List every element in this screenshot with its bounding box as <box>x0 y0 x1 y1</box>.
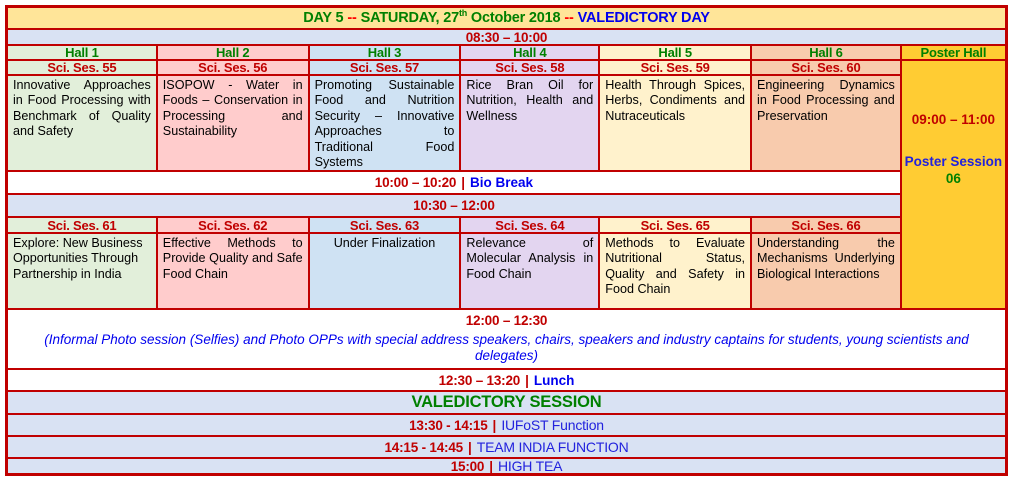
poster-session-time: 09:00 – 11:00 <box>911 112 996 127</box>
session-65-description: Methods to Evaluate Nutritional Status, Quality and Safety in Food Chain <box>600 234 750 308</box>
hall-6-header: Hall 6 <box>752 46 900 59</box>
photo-session-time: 12:00 – 12:30 <box>465 313 548 328</box>
valedictory-day-label: VALEDICTORY DAY <box>577 10 710 26</box>
session-64-description: Relevance of Molecular Analysis in Food Chain <box>461 234 598 308</box>
iufost-function-time: 13:30 - 14:15 <box>409 417 488 433</box>
hall-1-header: Hall 1 <box>8 46 156 59</box>
day-title-row <box>8 8 1005 28</box>
poster-session-number: 06 <box>945 171 961 186</box>
session-65-label: Sci. Ses. 65 <box>600 218 750 232</box>
session-63-description: Under Finalization <box>310 234 460 308</box>
hall-5-header: Hall 5 <box>600 46 750 59</box>
hall-3-header: Hall 3 <box>310 46 460 59</box>
timeslot-1-time: 08:30 – 10:00 <box>465 30 548 44</box>
timeslot-1-row <box>8 30 1005 44</box>
session-58-label: Sci. Ses. 58 <box>461 61 598 74</box>
team-india-function-separator: | <box>467 439 472 455</box>
high-tea-label: HIGH TEA <box>498 459 563 473</box>
timeslot-2-row <box>8 195 900 216</box>
lunch-row <box>8 370 1005 390</box>
session-64-label: Sci. Ses. 64 <box>461 218 598 232</box>
session-66-label: Sci. Ses. 66 <box>752 218 900 232</box>
session-62-description: Effective Methods to Provide Quality and Safe Food Chain <box>158 234 308 308</box>
session-63-label: Sci. Ses. 63 <box>310 218 460 232</box>
valedictory-session-row <box>8 392 1005 413</box>
session-59-label: Sci. Ses. 59 <box>600 61 750 74</box>
timeslot-2-time: 10:30 – 12:00 <box>413 198 495 213</box>
iufost-function-label: IUFoST Function <box>501 417 604 433</box>
high-tea-time: 15:00 <box>450 459 485 473</box>
session-61-description: Explore: New Business Opportunities Through Partnership in India <box>8 234 156 308</box>
session-55-description: Innovative Approaches in Food Processing with Benchmark of Quality and Safety <box>8 76 156 170</box>
photo-session-row <box>8 310 1005 368</box>
lunch-label: Lunch <box>533 372 575 388</box>
date-label: SATURDAY, 27th October 2018 <box>360 8 561 26</box>
photo-session-note: (Informal Photo session (Selfies) and Photo OPPs with special address speakers, chairs, speakers and industry captains for students, young scientists and delegates) <box>44 332 969 363</box>
valedictory-session-title: VALEDICTORY SESSION <box>411 393 602 411</box>
session-61-label: Sci. Ses. 61 <box>8 218 156 232</box>
poster-hall-header: Poster Hall <box>902 46 1005 59</box>
team-india-function-row <box>8 437 1005 457</box>
team-india-function-label: TEAM INDIA FUNCTION <box>476 439 629 455</box>
session-56-description: ISOPOW - Water in Foods – Conservation in Processing and Sustainability <box>158 76 308 170</box>
iufost-function-separator: | <box>492 417 497 433</box>
session-57-description: Promoting Sustainable Food and Nutrition Security – Innovative Approaches to Traditional Food Systems <box>310 76 460 170</box>
title-separator-1: -- <box>347 10 357 26</box>
team-india-function-time: 14:15 - 14:45 <box>384 439 463 455</box>
bio-break-separator: | <box>461 175 466 190</box>
day-label: DAY 5 <box>303 10 344 26</box>
iufost-function-row <box>8 415 1005 435</box>
session-62-label: Sci. Ses. 62 <box>158 218 308 232</box>
poster-session-title: Poster Session 06 <box>904 154 1003 186</box>
bio-break-time: 10:00 – 10:20 <box>374 175 457 190</box>
session-60-description: Engineering Dynamics in Food Processing and Preservation <box>752 76 900 170</box>
session-60-label: Sci. Ses. 60 <box>752 61 900 74</box>
high-tea-separator: | <box>489 459 494 473</box>
session-57-label: Sci. Ses. 57 <box>310 61 460 74</box>
date-ordinal-suffix: th <box>458 8 468 19</box>
hall-2-header: Hall 2 <box>158 46 308 59</box>
bio-break-row <box>8 172 900 193</box>
session-66-description: Understanding the Mechanisms Underlying Biological Interactions <box>752 234 900 308</box>
session-56-label: Sci. Ses. 56 <box>158 61 308 74</box>
high-tea-row <box>8 459 1005 473</box>
session-55-label: Sci. Ses. 55 <box>8 61 156 74</box>
hall-4-header: Hall 4 <box>461 46 598 59</box>
title-separator-2: -- <box>564 10 574 26</box>
lunch-time: 12:30 – 13:20 <box>438 372 521 388</box>
conference-day-schedule-table <box>5 5 1008 476</box>
poster-session-cell <box>902 61 1005 308</box>
session-59-description: Health Through Spices, Herbs, Condiments and Nutraceuticals <box>600 76 750 170</box>
session-58-description: Rice Bran Oil for Nutrition, Health and Wellness <box>461 76 598 170</box>
bio-break-label: Bio Break <box>470 175 534 190</box>
lunch-separator: | <box>525 372 529 388</box>
